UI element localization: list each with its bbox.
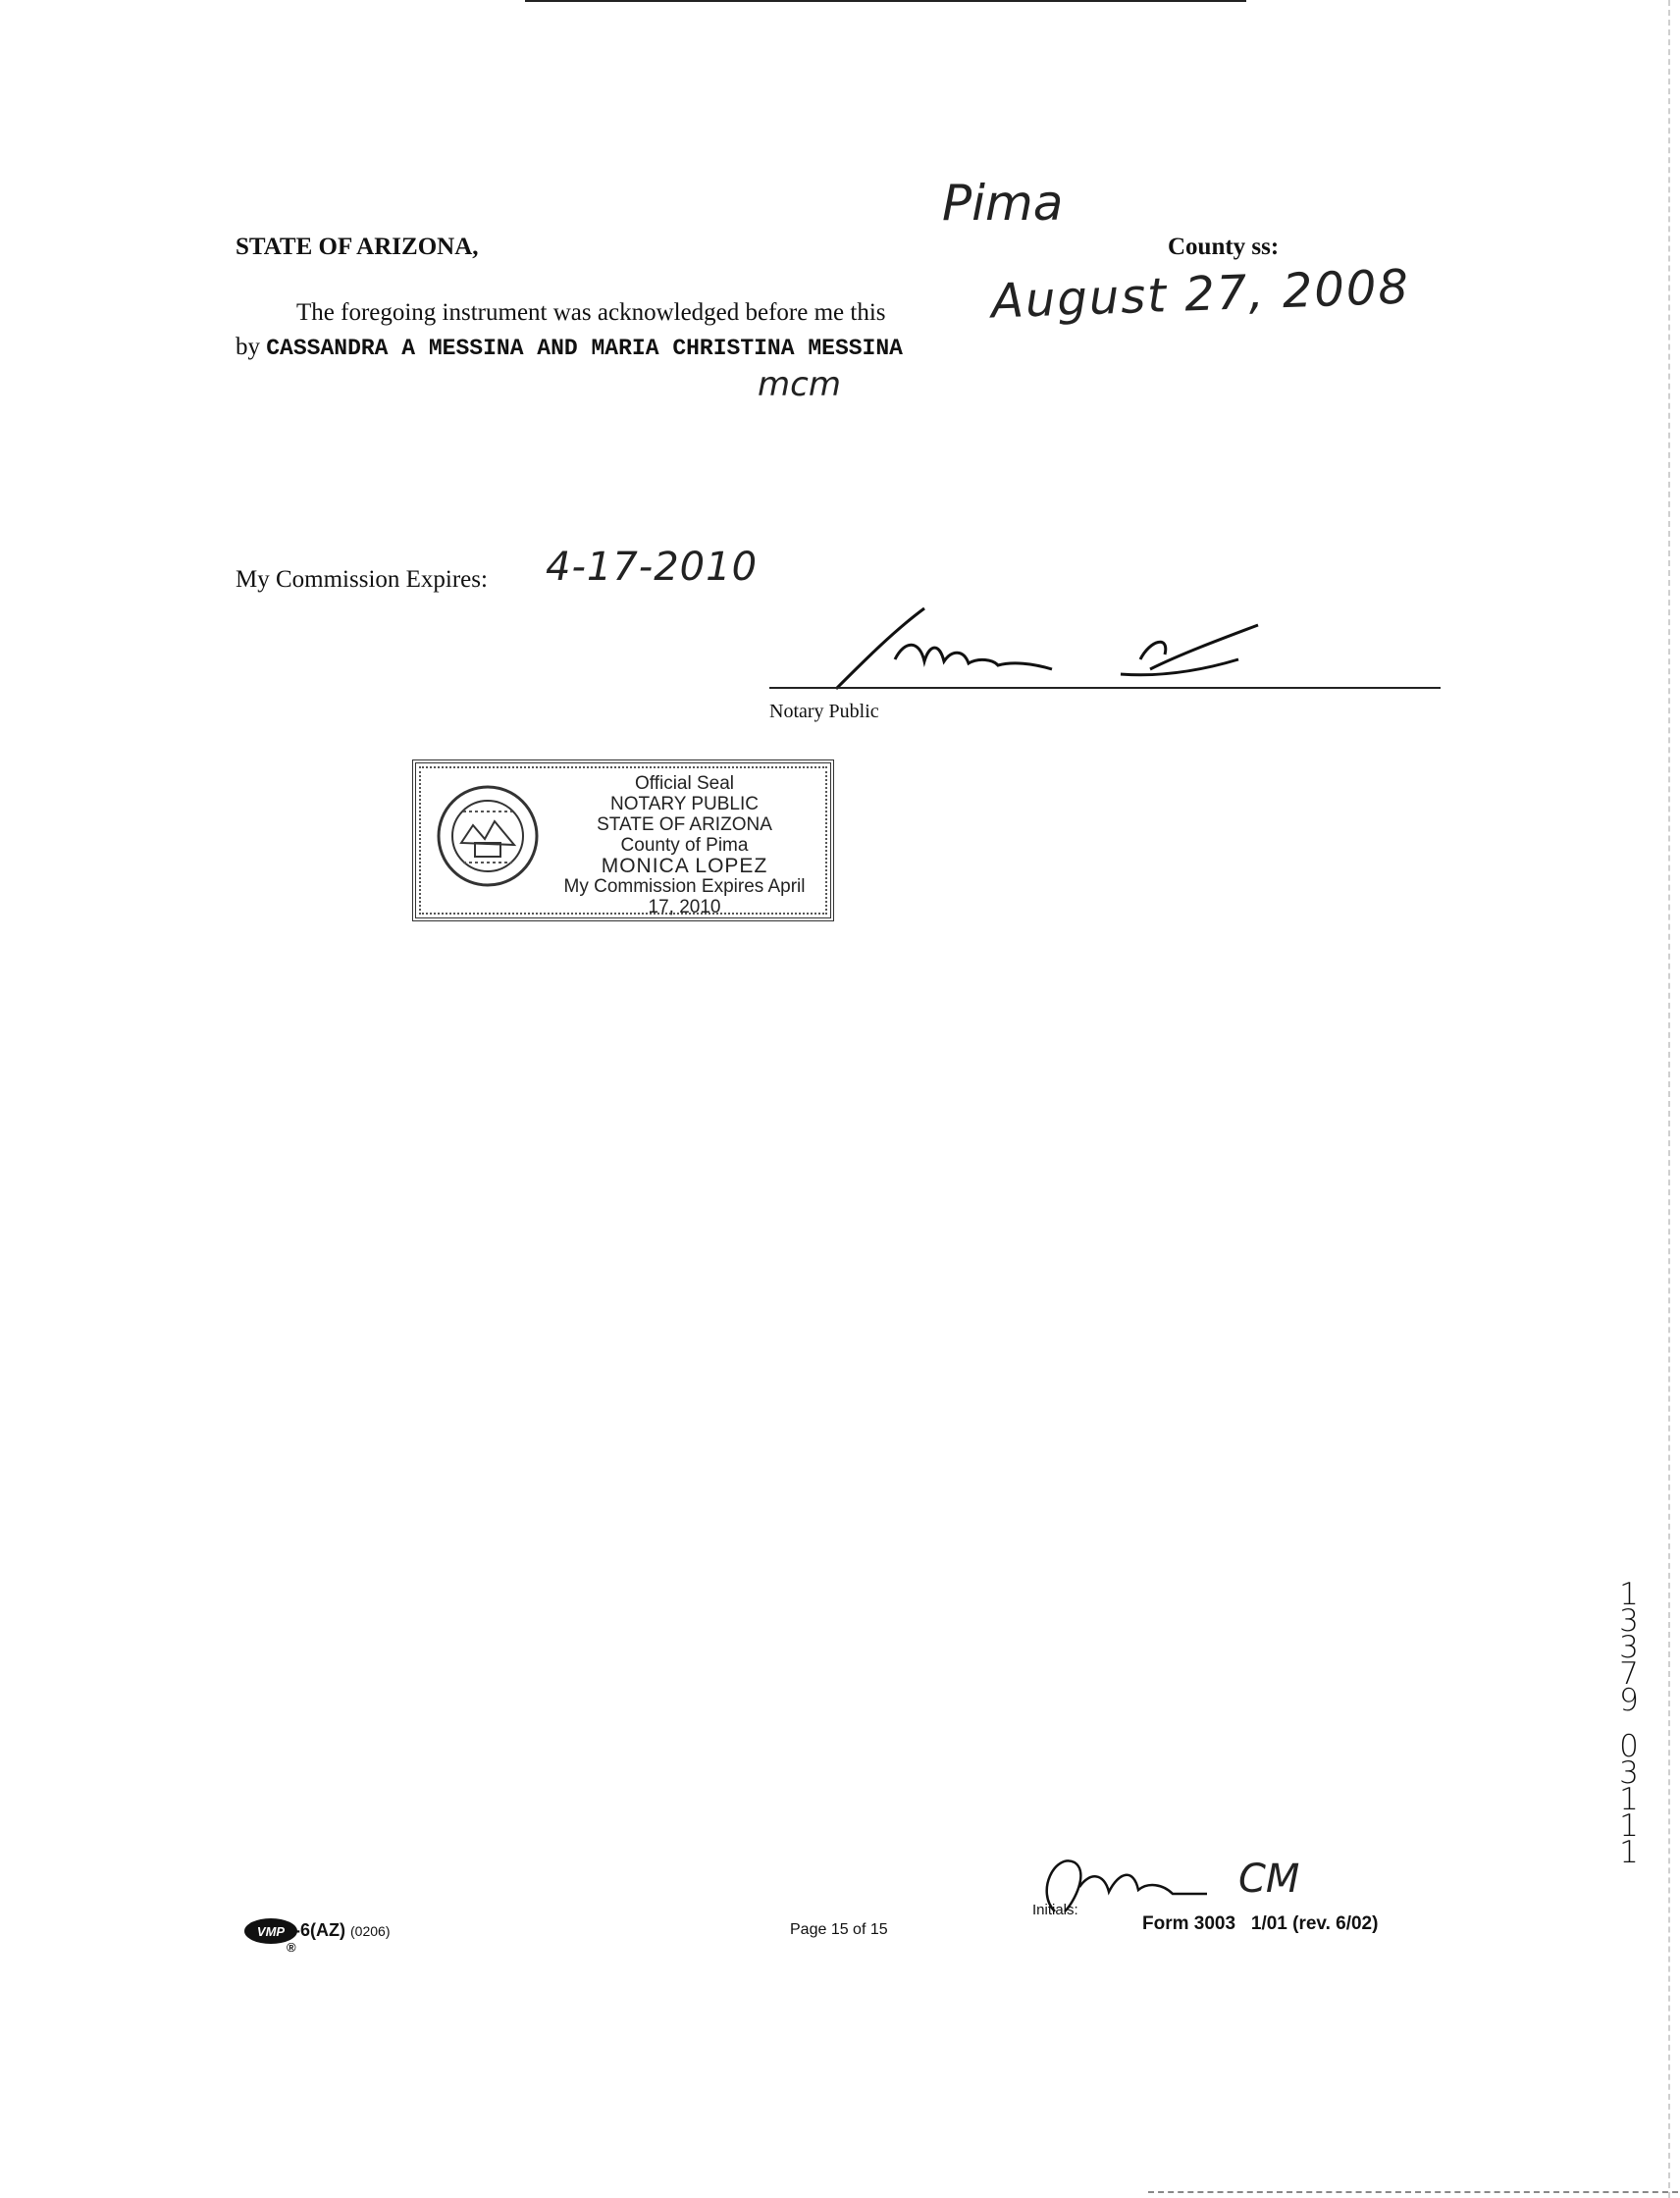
commission-expires-label: My Commission Expires: (236, 566, 488, 593)
bottom-rule (1148, 2191, 1678, 2195)
document-number-digit: 9 (1619, 1683, 1639, 1718)
by-label: by (236, 334, 260, 360)
signature-line (769, 687, 1441, 689)
form-identifier: Form 3003 1/01 (rev. 6/02) (1142, 1913, 1379, 1934)
seal-line: Official Seal (634, 773, 735, 794)
form-code-main: -6(AZ) (294, 1920, 345, 1940)
commission-date-handwritten: 4-17-2010 (546, 545, 759, 590)
seal-line: STATE OF ARIZONA (597, 814, 772, 835)
form-code (294, 1920, 390, 1941)
form-code-small: (0206) (350, 1923, 391, 1939)
page-number: Page 15 of 15 (790, 1921, 888, 1938)
initials-label: Initials: (1032, 1902, 1078, 1918)
initials-scribble: mcm (758, 365, 841, 404)
seal-line: NOTARY PUBLIC (610, 794, 759, 814)
document-number-digit: 0 (1619, 1729, 1639, 1764)
top-rule (525, 0, 1246, 2)
initials-handwritten: CM (1238, 1857, 1300, 1902)
document-number-digit: 1 (1619, 1835, 1639, 1870)
acknowledgment-date-handwritten: August 27, 2008 (990, 259, 1411, 330)
document-number-digit: 7 (1619, 1656, 1639, 1692)
seal-notary-name: MONICA LOPEZ (601, 855, 768, 877)
document-number-digit: 1 (1619, 1782, 1639, 1817)
document-number-digit: 3 (1619, 1755, 1639, 1791)
logo-text: VMP (256, 1924, 286, 1939)
document-number-digit: 3 (1619, 1603, 1639, 1639)
county-handwritten: Pima (942, 175, 1064, 232)
registered-mark: ® (287, 1940, 296, 1955)
state-heading: STATE OF ARIZONA, (236, 234, 479, 260)
document-number-digit: 3 (1619, 1630, 1639, 1665)
document-number-digit: 1 (1619, 1577, 1639, 1612)
notary-signature (826, 601, 1297, 699)
acknowledgment-text: The foregoing instrument was acknowledged before me this (296, 299, 886, 326)
seal-line: County of Pima (620, 835, 749, 856)
document-number-vertical (1609, 1577, 1649, 1870)
right-edge-scan-artifact (1668, 0, 1671, 2198)
notary-public-label: Notary Public (769, 701, 879, 722)
acknowledgment-by-line (236, 334, 903, 361)
notary-seal (412, 759, 834, 921)
document-number-digit: 1 (1619, 1808, 1639, 1844)
seal-expiration: My Commission Expires April 17, 2010 (563, 876, 806, 917)
seal-text (550, 773, 819, 917)
signer-names: CASSANDRA A MESSINA AND MARIA CHRISTINA MESSINA (266, 336, 903, 361)
county-label: County ss: (1168, 234, 1280, 260)
state-seal-emblem-icon (434, 782, 542, 890)
